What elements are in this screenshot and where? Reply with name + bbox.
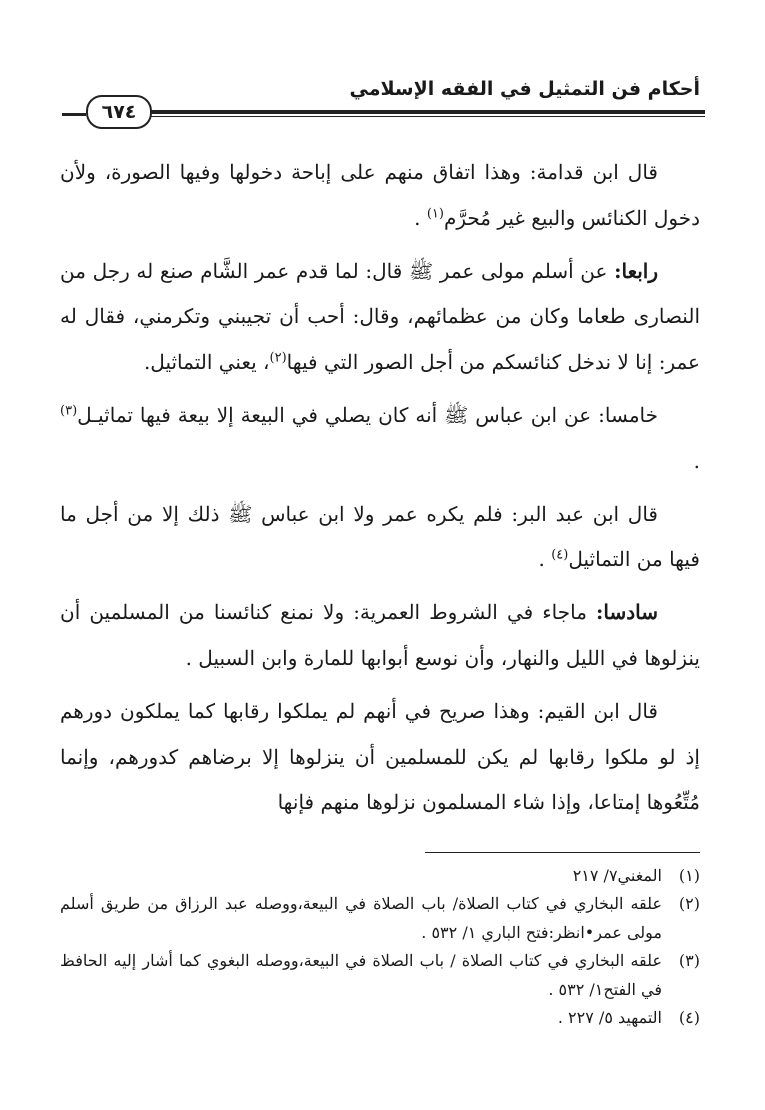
footnotes [60,862,700,1032]
section-lead-sixth: سادسا: [596,600,658,625]
paragraph-sixth: سادسا: ماجاء في الشروط العمرية: ولا نمنع كنائسنا من المسلمين أن ينزلوها في الليل والنهار، وأن نوسع أبوابها للمارة وابن السبيل . [60,600,700,670]
paragraph-ibn-abd-al-barr: قال ابن عبد البر: فلم يكره عمر ولا ابن عباس ﷺ ذلك إلا من أجل ما فيها من التماثيل$^{(٤)}$ . [60,501,700,572]
footnote-item [60,862,700,890]
footnote-text: المغني٧/ ٢١٧ [572,866,662,885]
footnote-item [60,890,700,947]
footnote-separator [425,852,700,853]
footnote-ref-2[interactable]: (٢) [269,350,287,366]
paragraph-fourth: رابعا: عن أسلم مولى عمر ﷺ قال: لما قدم عمر الشَّام صنع له رجل من النصارى طعاما وكان من عظمائهم، وقال: أحب أن تجيبني وتكرمني، فقال له عمر: إنا لا ندخل كنائسكم من أجل الصور التي فيها$^{(٢)}$، يعني التماثيل. [60,258,700,375]
running-title: أحكام فن التمثيل في الفقه الإسلامي [349,78,700,100]
footnote-item [60,947,700,1004]
header-rule [150,110,705,114]
footnote-item [60,1004,700,1032]
footnote-number: (٢) [678,894,700,914]
footnote-ref-4[interactable]: (٤) [551,547,569,563]
paragraph-ibn-al-qayyim: قال ابن القيم: وهذا صريح في أنهم لم يملكوا رقابها كما يملكون دورهم إذ لو ملكوا رقابها لم يكن للمسلمين أن ينزلوها إلا برضاهم كدورهم، وإنما مُتِّعُوها إمتاعا، وإذا شاء المسلمون نزلوها منهم فإنها [60,698,700,815]
section-lead-fourth: رابعا: [614,258,658,283]
header-rule-short [62,113,86,116]
footnote-number: (١) [678,866,700,885]
footnote-number: (٣) [678,951,700,971]
paragraph-ibn-qudama: قال ابن قدامة: وهذا اتفاق منهم على إباحة دخولها وفيها الصورة، ولأن دخول الكنائس والبيع غير مُحرَّم$^{(١)}$ . [60,160,700,230]
footnote-number: (٤) [678,1008,700,1028]
footnote-ref-3[interactable]: (٣) [60,403,78,419]
footnote-ref-1[interactable]: (١) [426,206,444,222]
footnote-text: علقه البخاري في كتاب الصلاة/ باب الصلاة في البيعة،ووصله عبد الرزاق من طريق أسلم مولى عمر•انظر:فتح الباري ١/ ٥٣٢ . [60,894,662,942]
main-text [60,150,700,833]
footnote-text: علقه البخاري في كتاب الصلاة / باب الصلاة في البيعة،ووصله البغوي كما أشار إليه الحافظ في الفتح١/ ٥٣٢ . [60,951,662,999]
paragraph-fifth: خامسا: عن ابن عباس ﷺ أنه كان يصلي في البيعة إلا بيعة فيها تماثيـل$^{(٣)}$ . [60,402,700,473]
footnote-text: التمهيد ٥/ ٢٢٧ . [557,1008,662,1028]
page-number: ٦٧٤ [86,95,152,129]
